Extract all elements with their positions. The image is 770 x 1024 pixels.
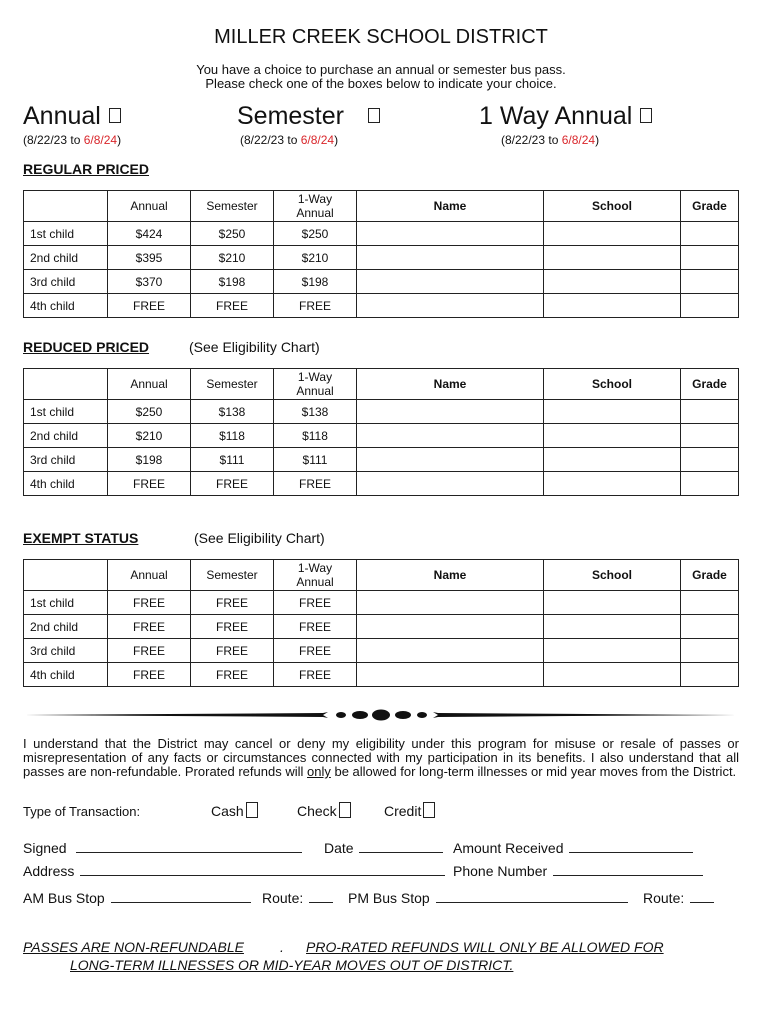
annual-date-start: (8/22/23 to [23,133,84,147]
cash-label: Cash [211,803,244,819]
cash-checkbox[interactable] [246,802,258,818]
school-input-cell[interactable] [544,663,681,687]
name-input-cell[interactable] [357,246,544,270]
oneway-price: FREE [274,663,357,687]
grade-input-cell[interactable] [681,663,739,687]
annual-checkbox[interactable] [109,108,121,123]
check-option [297,802,351,819]
table-header-row [24,560,739,591]
semester-price: FREE [191,639,274,663]
name-input-cell[interactable] [357,400,544,424]
date-row [324,840,443,856]
school-input-cell[interactable] [544,294,681,318]
transaction-label: Type of Transaction: [23,804,141,819]
header-oneway-text [296,192,333,220]
signed-label: Signed [23,840,67,856]
annual-option-label: Annual [23,102,101,130]
oneway-date-end: 6/8/24 [561,133,596,147]
grade-input-cell[interactable] [681,424,739,448]
oneway-option [479,102,652,131]
table-row [24,448,739,472]
pm-route-label: Route: [643,890,685,906]
oneway-checkbox[interactable] [640,108,652,123]
grade-input-cell[interactable] [681,591,739,615]
header-blank-cell [24,369,108,400]
child-label: 3rd child [24,448,108,472]
table-row [24,270,739,294]
amount-row [453,840,693,856]
header-semester: Semester [191,191,274,222]
semester-date-end: 6/8/24 [300,133,335,147]
table-row [24,246,739,270]
header-semester: Semester [191,369,274,400]
regular-priced-table [23,190,739,318]
semester-date-close: ) [334,133,339,147]
grade-input-cell[interactable] [681,246,739,270]
annual-price: $198 [108,448,191,472]
date-label: Date [324,840,354,856]
child-label: 2nd child [24,246,108,270]
oneway-price: FREE [274,591,357,615]
annual-price: FREE [108,615,191,639]
cash-option [211,802,258,819]
table-row [24,294,739,318]
header-annual: Annual [108,191,191,222]
reduced-priced-table [23,368,739,496]
header-school: School [544,560,681,591]
oneway-price: FREE [274,294,357,318]
footer-non-refundable: PASSES ARE NON-REFUNDABLE [23,939,244,955]
header-oneway [274,560,357,591]
credit-label: Credit [384,803,422,819]
annual-price: FREE [108,591,191,615]
district-title: MILLER CREEK SCHOOL DISTRICT [214,26,548,48]
header-grade: Grade [681,560,739,591]
agreement-text-2: be allowed for long-term illnesses or mid year moves from the District. [330,764,737,779]
address-field[interactable] [80,863,445,876]
pm-route-row [643,890,714,906]
oneway-price: $198 [274,270,357,294]
table-header-row [24,369,739,400]
semester-option-label: Semester [237,102,344,130]
header-school: School [544,369,681,400]
annual-price: FREE [108,639,191,663]
header-annual: Annual [108,560,191,591]
footer-line-1b: PRO-RATED REFUNDS WILL ONLY BE ALLOWED FOR [306,939,664,955]
child-label: 4th child [24,294,108,318]
footer-line-2 [70,957,513,973]
child-label: 1st child [24,591,108,615]
oneway-price: $210 [274,246,357,270]
credit-option [384,802,435,819]
header-grade: Grade [681,369,739,400]
grade-input-cell[interactable] [681,400,739,424]
name-input-cell[interactable] [357,615,544,639]
table-row [24,639,739,663]
name-input-cell[interactable] [357,294,544,318]
header-oneway-line-1: 1-Way [297,192,333,206]
oneway-date-close: ) [595,133,600,147]
school-input-cell[interactable] [544,222,681,246]
oneway-price: FREE [274,615,357,639]
header-oneway-text [296,561,333,589]
am-route-field[interactable] [309,890,333,903]
grade-input-cell[interactable] [681,615,739,639]
grade-input-cell[interactable] [681,639,739,663]
instruction-line-2: Please check one of the boxes below to indicate your choice. [205,76,557,91]
school-input-cell[interactable] [544,639,681,663]
name-input-cell[interactable] [357,222,544,246]
agreement-paragraph [23,737,739,779]
table-row [24,591,739,615]
semester-option [237,102,380,131]
table-header-row [24,191,739,222]
check-checkbox[interactable] [339,802,351,818]
semester-checkbox[interactable] [368,108,380,123]
pm-route-field[interactable] [690,890,714,903]
grade-input-cell[interactable] [681,448,739,472]
oneway-price: $250 [274,222,357,246]
school-input-cell[interactable] [544,400,681,424]
header-oneway [274,369,357,400]
grade-input-cell[interactable] [681,270,739,294]
table-row [24,472,739,496]
oneway-option-label: 1 Way Annual [479,102,633,130]
exempt-eligibility-note: (See Eligibility Chart) [194,530,325,546]
oneway-date-start: (8/22/23 to [501,133,562,147]
signed-field[interactable] [76,840,302,853]
table-row [24,424,739,448]
grade-input-cell[interactable] [681,222,739,246]
amount-received-field[interactable] [569,840,693,853]
name-input-cell[interactable] [357,639,544,663]
phone-row [453,863,703,879]
header-oneway-line-2: Annual [296,384,334,398]
semester-price: FREE [191,294,274,318]
table-row [24,222,739,246]
oneway-price: $118 [274,424,357,448]
semester-price: FREE [191,615,274,639]
exempt-status-heading: EXEMPT STATUS [23,530,139,546]
annual-price: $370 [108,270,191,294]
annual-date-end: 6/8/24 [83,133,118,147]
oneway-price: FREE [274,639,357,663]
agreement-text-1: I understand that the District may cancel or deny my eligibility under this program for misuse or resale of passes or misrepresentation of any facts or circumstances connected with my participation in its benefits. I also understand that all passes are non-refundable. Prorated refunds will [23,736,739,779]
child-label: 3rd child [24,270,108,294]
header-oneway [274,191,357,222]
grade-input-cell[interactable] [681,472,739,496]
am-bus-stop-field[interactable] [111,890,251,903]
semester-price: $198 [191,270,274,294]
footer-dot: . [280,939,284,955]
annual-price: FREE [108,663,191,687]
phone-label: Phone Number [453,863,548,879]
header-name: Name [357,369,544,400]
signed-row [23,840,302,856]
pm-stop-row [348,890,628,906]
child-label: 2nd child [24,615,108,639]
reduced-eligibility-note: (See Eligibility Chart) [189,339,320,355]
oneway-price: $111 [274,448,357,472]
school-input-cell[interactable] [544,591,681,615]
oneway-dates [501,133,599,147]
am-route-label: Route: [262,890,304,906]
semester-price: FREE [191,663,274,687]
school-input-cell[interactable] [544,448,681,472]
child-label: 1st child [24,400,108,424]
ornamental-divider [23,708,738,722]
address-label: Address [23,863,75,879]
footer-line-1a [23,939,244,955]
header-grade: Grade [681,191,739,222]
footer-refund-terms: LONG-TERM ILLNESSES OR MID-YEAR MOVES OUT OF DISTRICT [70,957,510,973]
name-input-cell[interactable] [357,424,544,448]
header-name: Name [357,560,544,591]
oneway-price: $138 [274,400,357,424]
header-oneway-line-2: Annual [296,575,334,589]
annual-option [23,102,121,131]
address-row [23,863,445,879]
name-input-cell[interactable] [357,270,544,294]
semester-price: $111 [191,448,274,472]
amount-received-label: Amount Received [453,840,564,856]
school-input-cell[interactable] [544,270,681,294]
child-label: 2nd child [24,424,108,448]
am-bus-stop-label: AM Bus Stop [23,890,105,906]
table-row [24,663,739,687]
child-label: 4th child [24,472,108,496]
pm-bus-stop-label: PM Bus Stop [348,890,430,906]
header-name: Name [357,191,544,222]
semester-price: FREE [191,472,274,496]
header-oneway-line-2: Annual [296,206,334,220]
header-blank-cell [24,560,108,591]
header-annual: Annual [108,369,191,400]
name-input-cell[interactable] [357,448,544,472]
child-label: 3rd child [24,639,108,663]
semester-price: FREE [191,591,274,615]
semester-date-start: (8/22/23 to [240,133,301,147]
annual-price: $424 [108,222,191,246]
header-school: School [544,191,681,222]
annual-price: FREE [108,294,191,318]
agreement-only: only [307,764,331,779]
annual-price: FREE [108,472,191,496]
child-label: 1st child [24,222,108,246]
school-input-cell[interactable] [544,472,681,496]
semester-price: $250 [191,222,274,246]
regular-priced-heading: REGULAR PRICED [23,161,150,177]
table-row [24,615,739,639]
pm-bus-stop-field[interactable] [436,890,628,903]
exempt-status-table [23,559,739,687]
header-semester: Semester [191,560,274,591]
annual-price: $250 [108,400,191,424]
name-input-cell[interactable] [357,591,544,615]
credit-checkbox[interactable] [423,802,435,818]
semester-price: $138 [191,400,274,424]
oneway-price: FREE [274,472,357,496]
semester-price: $118 [191,424,274,448]
footer-line-2-end: . [509,957,514,973]
instruction-line-1: You have a choice to purchase an annual or semester bus pass. [196,62,566,77]
header-oneway-text [296,370,333,398]
table-row [24,400,739,424]
am-route-row [262,890,333,906]
child-label: 4th child [24,663,108,687]
header-blank-cell [24,191,108,222]
annual-date-close: ) [117,133,122,147]
school-input-cell[interactable] [544,246,681,270]
grade-input-cell[interactable] [681,294,739,318]
school-input-cell[interactable] [544,424,681,448]
header-oneway-line-1: 1-Way [297,370,333,384]
check-label: Check [297,803,337,819]
semester-dates [240,133,338,147]
semester-price: $210 [191,246,274,270]
header-oneway-line-1: 1-Way [297,561,333,575]
am-stop-row [23,890,251,906]
date-field[interactable] [359,840,443,853]
annual-price: $395 [108,246,191,270]
annual-dates [23,133,121,147]
phone-field[interactable] [553,863,703,876]
school-input-cell[interactable] [544,615,681,639]
annual-price: $210 [108,424,191,448]
reduced-priced-heading: REDUCED PRICED [23,339,150,355]
name-input-cell[interactable] [357,663,544,687]
name-input-cell[interactable] [357,472,544,496]
